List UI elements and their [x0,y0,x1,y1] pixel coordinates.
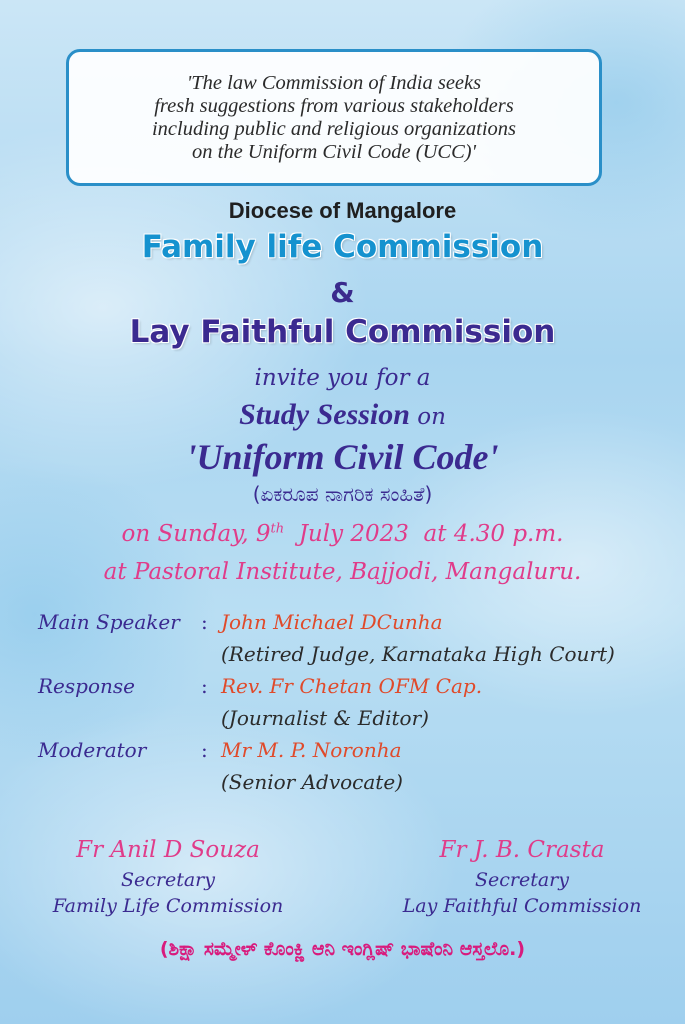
event-date [0,521,685,547]
speaker-row-moderator [38,738,658,770]
speaker-name: Mr M. P. Noronha [221,738,402,762]
study-session-label: Study Session [239,398,410,431]
speaker-row-main [38,610,658,642]
speaker-desc: (Journalist & Editor) [221,706,429,730]
speaker-name: Rev. Fr Chetan OFM Cap. [221,674,483,698]
speaker-colon: : [201,610,208,634]
speaker-desc-row-response [38,706,658,738]
speaker-desc-row-moderator [38,770,658,802]
signatory-title: Secretary [474,869,569,891]
language-note: (ಶಿಕ್ಷಾ ಸಮ್ಮೇಳ್ ಕೊಂಕ್ಣಿ ಆನಿ ಇಂಗ್ಲಿಷ್ ಭಾಷೆಂನಿ ಆಸ್ತಲೊ.) [159,938,526,960]
signatory-name: Fr J. B. Crasta [439,837,605,863]
speaker-role: Main Speaker [38,610,180,634]
topic-kannada: (ಏಕರೂಪ ನಾಗರಿಕ ಸಂಹಿತೆ) [252,482,433,506]
speaker-colon: : [201,674,208,698]
on-label: on [409,404,446,430]
signatory-right [372,833,672,919]
diocese-title: Diocese of Mangalore [228,198,457,223]
date-suffix: July 2023 at 4.30 p.m. [284,521,564,547]
study-session-line [0,398,685,432]
speaker-colon: : [201,738,208,762]
quote-box [66,49,602,186]
speaker-row-response [38,674,658,706]
speaker-desc: (Retired Judge, Karnataka High Court) [221,642,615,666]
signatory-commission: Family Life Commission [52,895,284,917]
signatory-name: Fr Anil D Souza [76,837,260,863]
speakers-list [38,610,658,802]
speaker-desc: (Senior Advocate) [221,770,403,794]
speaker-role: Moderator [38,738,147,762]
date-ordinal: th [270,521,285,537]
quote-text: 'The law Commission of India seeks fresh suggestions from various stakeholders including public and religious organizations on the Uniform Civil Code (UCC)' [151,71,517,163]
speaker-name: John Michael DCunha [221,610,443,634]
family-life-commission-title: Family life Commission [141,229,544,265]
signatory-commission: Lay Faithful Commission [402,895,642,917]
signatory-title: Secretary [120,869,215,891]
event-venue: at Pastoral Institute, Bajjodi, Mangaluru. [103,559,582,585]
lay-faithful-commission-title: Lay Faithful Commission [129,314,556,350]
topic-title: 'Uniform Civil Code' [186,437,499,477]
ampersand: & [330,276,355,309]
signatory-left [18,833,318,919]
speaker-role: Response [38,674,135,698]
speaker-desc-row-main [38,642,658,674]
date-prefix: on Sunday, 9 [121,521,271,547]
invite-line: invite you for a [254,365,431,391]
